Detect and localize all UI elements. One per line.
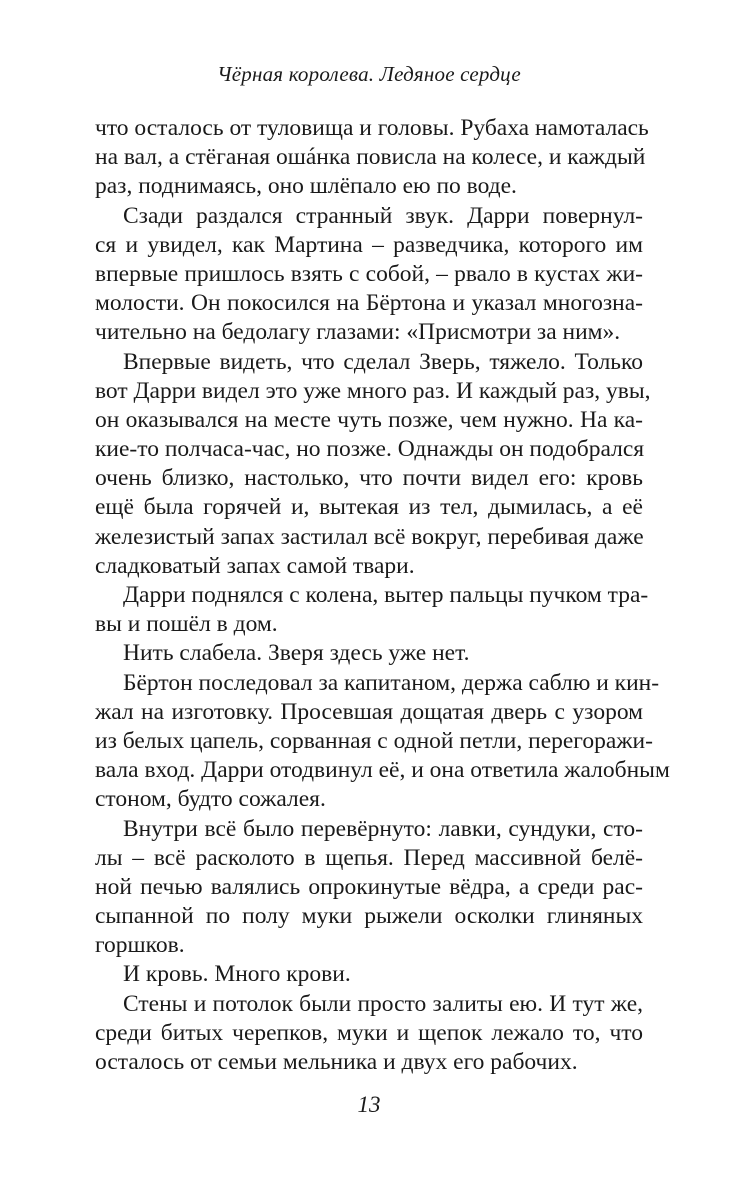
text-line: кие-то полчаса-час, но позже. Однажды он подобрался — [95, 436, 645, 463]
text-line: раз, поднимаясь, оно шлёпало ею по воде. — [95, 173, 517, 200]
running-head: Чёрная королева. Ледяное сердце — [217, 62, 521, 86]
text-line: что осталось от туловища и головы. Рубаха намоталась — [95, 115, 649, 141]
text-line: Бёртон последовал за капитаном, держа саблю и кин- — [123, 669, 660, 696]
text-line: среди битых черепков, муки и щепок лежало то, что — [95, 1019, 643, 1046]
text-line: Дарри поднялся с колена, вытер пальцы пучком тра- — [123, 582, 649, 608]
text-line: молости. Он покосился на Бёртона и указал многозна- — [95, 290, 643, 317]
text-line: очень близко, настолько, что почти видел его: кровь — [95, 465, 643, 492]
paragraph — [95, 639, 643, 668]
page-number: 13 — [357, 1092, 381, 1117]
text-line: Сзади раздался странный звук. Дарри повернул- — [123, 202, 643, 229]
text-line: вы и пошёл в дом. — [95, 611, 278, 638]
text-line: сыпанной по полу муки рыжели осколки глиняных — [95, 903, 643, 930]
text-line: сладковатый запах самой твари. — [95, 552, 415, 579]
text-line: ся и увидел, как Мартина – разведчика, которого им — [95, 231, 643, 258]
text-line: Внутри всё было перевёрнуто: лавки, сундуки, сто- — [123, 815, 643, 842]
text-line: Впервые видеть, что сделал Зверь, тяжело. Только — [123, 348, 643, 375]
text-line: И кровь. Много крови. — [123, 961, 351, 988]
text-line: впервые пришлось взять с собой, – рвало в кустах жи- — [95, 260, 643, 287]
text-line: осталось от семьи мельника и двух его рабочих. — [95, 1049, 578, 1075]
paragraph — [95, 202, 643, 348]
text-line: на вал, а стёганая ошáнка повисла на колесе, и каждый — [95, 144, 646, 171]
text-line: из белых цапель, сорванная с одной петли, перегоражи- — [95, 727, 653, 754]
text-line: вала вход. Дарри отодвинул её, и она ответила жалобным — [95, 757, 670, 784]
text-line: стоном, будто сожалея. — [95, 786, 326, 813]
body-text — [95, 114, 670, 1077]
text-line: лы – всё расколото в щепья. Перед массивной белё- — [95, 844, 643, 871]
paragraph — [95, 990, 643, 1078]
paragraph — [95, 669, 670, 815]
text-line: ещё была горячей и, вытекая из тел, дымилась, а её — [95, 494, 643, 521]
text-line: Нить слабела. Зверя здесь уже нет. — [123, 640, 470, 667]
paragraph — [95, 815, 643, 961]
text-line: чительно на бедолагу глазами: «Присмотри за ним». — [95, 319, 621, 346]
paragraph — [95, 581, 649, 639]
paragraph — [95, 960, 643, 989]
text-line: вот Дарри видел это уже много раз. И каждый раз, увы, — [95, 377, 651, 404]
text-line: он оказывался на месте чуть позже, чем нужно. На ка- — [95, 406, 643, 433]
text-line: ной печью валялись опрокинутые вёдра, а среди рас- — [95, 873, 643, 900]
text-line: горшков. — [95, 932, 185, 959]
text-line: жал на изготовку. Просевшая дощатая дверь с узором — [95, 698, 643, 725]
paragraph — [95, 114, 649, 202]
text-line: железистый запах застилал всё вокруг, перебивая даже — [95, 523, 644, 550]
paragraph — [95, 348, 651, 582]
text-line: Стены и потолок были просто залиты ею. И тут же, — [123, 990, 643, 1017]
